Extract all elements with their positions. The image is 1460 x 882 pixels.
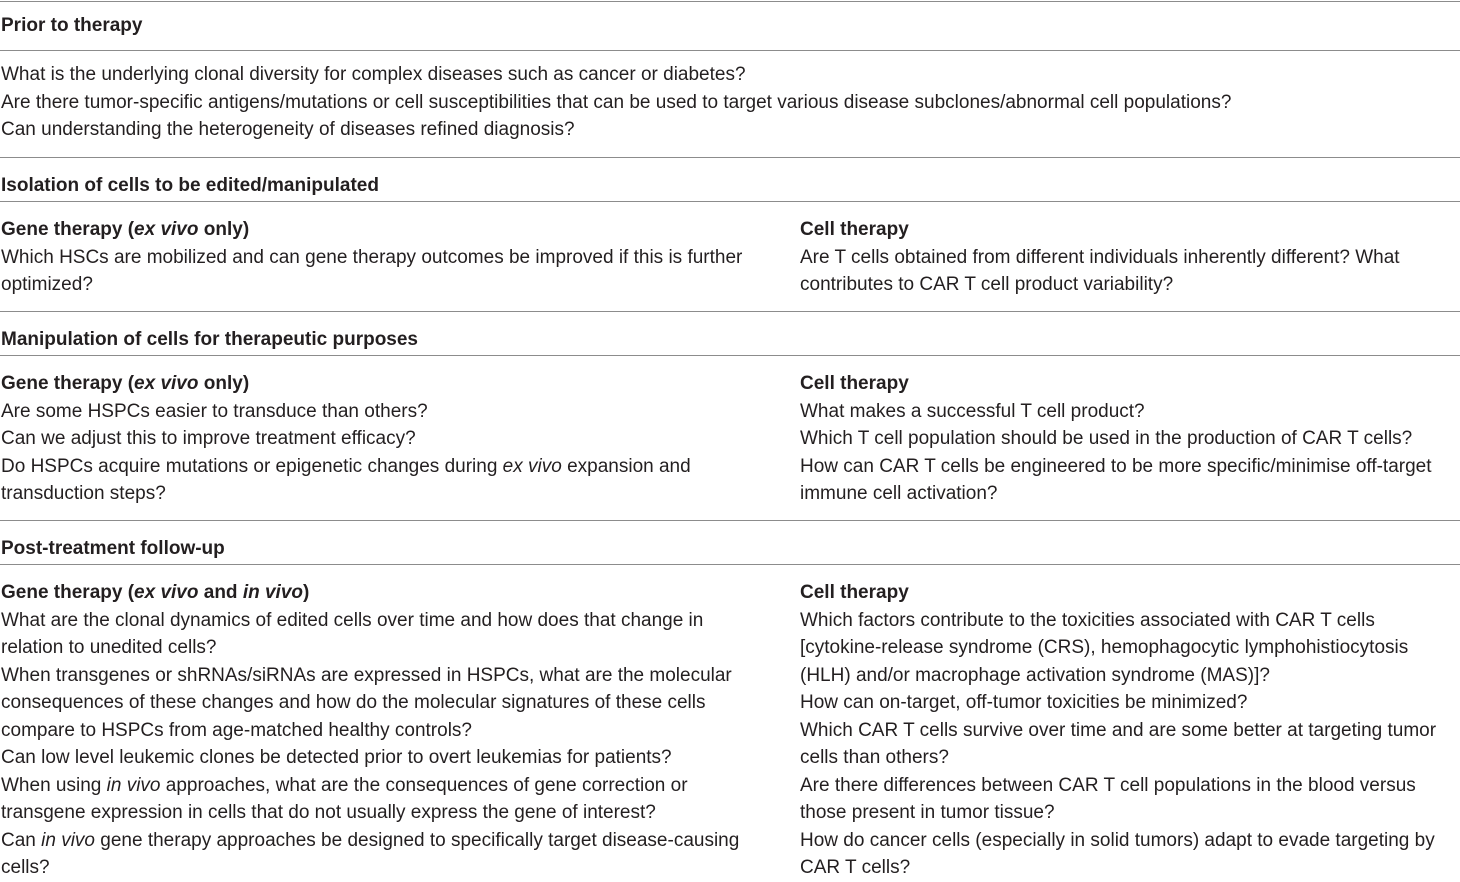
question-line: What are the clonal dynamics of edited cells over time and how does that change in: [1, 609, 704, 631]
manipulation-gene-therapy: [1, 370, 781, 508]
question-line: Do HSPCs acquire mutations or epigenetic changes during ex vivo expansion and: [1, 455, 691, 477]
question-line: Can in vivo gene therapy approaches be designed to specifically target disease-causing: [1, 829, 740, 851]
section-title-prior-to-therapy: Prior to therapy: [1, 15, 143, 36]
question-line: relation to unedited cells?: [1, 637, 217, 658]
question-line: cells than others?: [800, 747, 949, 768]
question-line: Can low level leukemic clones be detected prior to overt leukemias for patients?: [1, 747, 672, 768]
question-line: Which T cell population should be used in the production of CAR T cells?: [800, 428, 1413, 449]
question-line: transgene expression in cells that do not usually express the gene of interest?: [1, 802, 656, 823]
section-title-isolation: Isolation of cells to be edited/manipulated: [1, 175, 379, 196]
question-line: Are there differences between CAR T cell populations in the blood versus: [800, 774, 1416, 796]
question-line: Which HSCs are mobilized and can gene therapy outcomes be improved if this is further: [1, 246, 743, 268]
question-line: What is the underlying clonal diversity for complex diseases such as cancer or diabetes?: [1, 64, 746, 85]
question-line: transduction steps?: [1, 483, 166, 504]
isolation-gene-therapy: [1, 216, 781, 299]
followup-cell-therapy: [800, 579, 1460, 882]
column-heading-cell-therapy: Cell therapy: [800, 219, 909, 240]
section-title-post-treatment: Post-treatment follow-up: [1, 538, 225, 559]
question-line: Which factors contribute to the toxicities associated with CAR T cells: [800, 609, 1375, 631]
question-line: Are T cells obtained from different individuals inherently different? What: [800, 246, 1400, 268]
column-heading-gene-therapy: Gene therapy (ex vivo only): [1, 219, 250, 240]
rule-followup-header: [0, 564, 1460, 565]
question-line: optimized?: [1, 274, 93, 295]
section-title-manipulation: Manipulation of cells for therapeutic purposes: [1, 329, 418, 350]
column-heading-cell-therapy: Cell therapy: [800, 582, 909, 603]
question-line: [cytokine-release syndrome (CRS), hemophagocytic lymphohistiocytosis: [800, 637, 1409, 658]
rule-prior-header: [0, 50, 1460, 51]
question-line: How do cancer cells (especially in solid tumors) adapt to evade targeting by: [800, 829, 1435, 851]
column-heading-cell-therapy: Cell therapy: [800, 373, 909, 394]
question-line: consequences of these changes and how do the molecular signatures of these cells: [1, 692, 706, 713]
question-line: Are some HSPCs easier to transduce than others?: [1, 400, 428, 422]
question-line: When using in vivo approaches, what are the consequences of gene correction or: [1, 774, 688, 796]
question-line: How can CAR T cells be engineered to be more specific/minimise off-target: [800, 455, 1432, 477]
rule-followup-top: [0, 520, 1460, 521]
question-line: (HLH) and/or macrophage activation syndrome (MAS)]?: [800, 664, 1270, 686]
rule-manipulation-header: [0, 355, 1460, 356]
isolation-cell-therapy: [800, 216, 1460, 299]
prior-to-therapy-questions: [1, 61, 1451, 144]
question-line: compare to HSPCs from age-matched healthy controls?: [1, 719, 472, 741]
question-line: Can understanding the heterogeneity of diseases refined diagnosis?: [1, 119, 575, 140]
rule-top: [0, 1, 1460, 2]
question-line: immune cell activation?: [800, 483, 998, 504]
question-line: Which CAR T cells survive over time and are some better at targeting tumor: [800, 719, 1437, 741]
followup-gene-therapy: [1, 579, 781, 882]
question-line: cells?: [1, 857, 50, 878]
question-line: When transgenes or shRNAs/siRNAs are expressed in HSPCs, what are the molecular: [1, 664, 732, 686]
question-line: those present in tumor tissue?: [800, 802, 1055, 823]
question-line: contributes to CAR T cell product variability?: [800, 274, 1174, 295]
rule-manipulation-top: [0, 311, 1460, 312]
column-heading-gene-therapy: Gene therapy (ex vivo and in vivo): [1, 582, 310, 603]
question-line: Are there tumor-specific antigens/mutations or cell susceptibilities that can be used to target various disease subclones/abnormal cell populations?: [1, 91, 1232, 113]
question-line: How can on-target, off-tumor toxicities be minimized?: [800, 692, 1248, 713]
rule-isolation-top: [0, 157, 1460, 158]
question-line: CAR T cells?: [800, 857, 911, 878]
manipulation-cell-therapy: [800, 370, 1460, 508]
rule-isolation-header: [0, 201, 1460, 202]
question-line: Can we adjust this to improve treatment efficacy?: [1, 428, 416, 449]
column-heading-gene-therapy: Gene therapy (ex vivo only): [1, 373, 250, 394]
question-line: What makes a successful T cell product?: [800, 400, 1145, 422]
